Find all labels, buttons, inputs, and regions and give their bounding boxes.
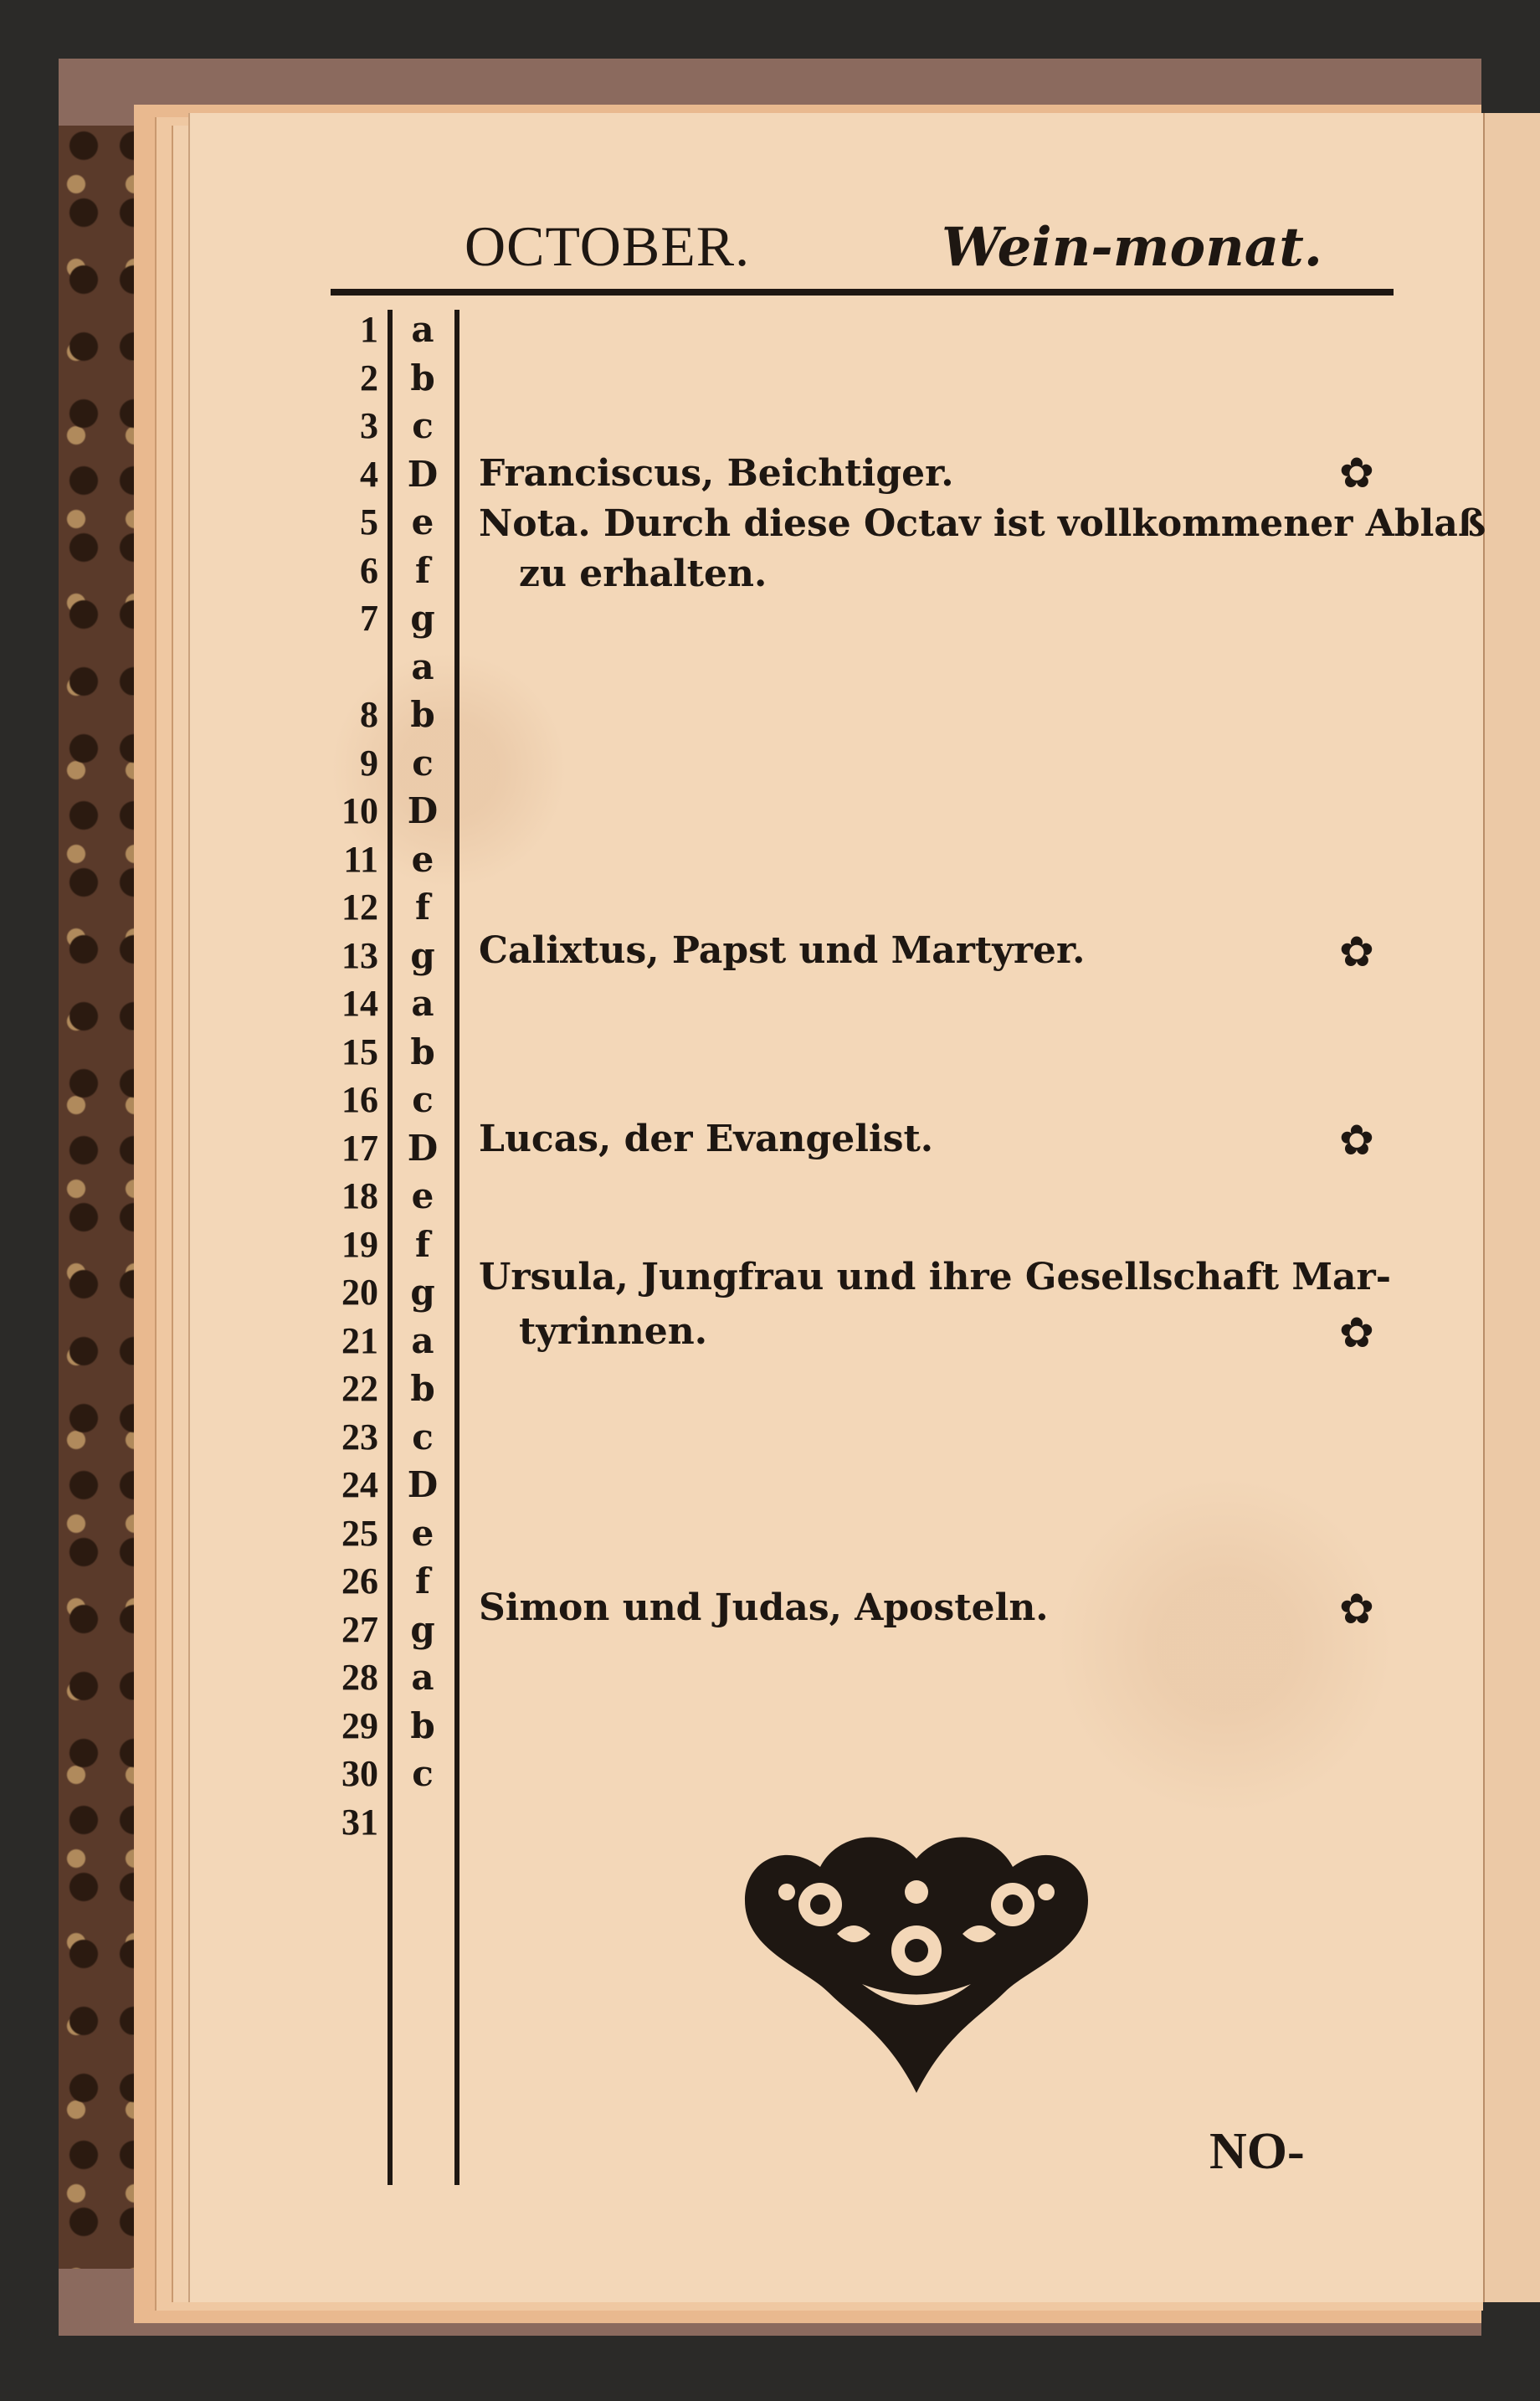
flower-icon: ✿ xyxy=(1339,449,1374,497)
day-number: 18 xyxy=(341,1175,378,1216)
dominical-letter: c xyxy=(412,1416,434,1458)
day-number: 25 xyxy=(341,1513,378,1554)
dominical-letter: g xyxy=(410,598,435,639)
day-number: 24 xyxy=(341,1464,378,1505)
dominical-letter: e xyxy=(411,501,434,542)
dominical-letter: b xyxy=(410,357,435,398)
dominical-letter: D xyxy=(407,1464,439,1505)
day-number: 20 xyxy=(341,1272,378,1313)
day-number: 1 xyxy=(360,309,378,350)
dominical-letter: g xyxy=(410,1609,435,1650)
feast-nota: Nota. Durch diese Octav ist vollkommener Ablaß xyxy=(479,502,1486,545)
day-number: 2 xyxy=(360,357,378,398)
feast-simon: Simon und Judas, Aposteln. xyxy=(479,1586,1049,1629)
feast-lucas: Lucas, der Evangelist. xyxy=(479,1118,934,1160)
dominical-letter: g xyxy=(410,935,435,976)
feast-calixtus: Calixtus, Papst und Martyrer. xyxy=(479,929,1086,972)
day-number: 15 xyxy=(341,1031,378,1072)
feast-nota-cont: zu erhalten. xyxy=(519,553,767,595)
day-number: 16 xyxy=(341,1079,378,1120)
feast-francis: Franciscus, Beichtiger. xyxy=(479,452,954,495)
day-number: 4 xyxy=(360,454,378,495)
day-number: 11 xyxy=(343,839,378,880)
day-number: 22 xyxy=(341,1368,378,1409)
day-number: 8 xyxy=(360,694,378,735)
dominical-letter: f xyxy=(414,887,431,928)
day-number: 13 xyxy=(341,935,378,976)
dominical-letter: e xyxy=(411,839,434,880)
catchword: NO- xyxy=(1209,2123,1305,2180)
dominical-letter: f xyxy=(414,1560,431,1602)
dominical-letter: a xyxy=(411,1657,434,1698)
day-number: 9 xyxy=(360,743,378,784)
day-number: 6 xyxy=(360,550,378,591)
dominical-letter: a xyxy=(411,646,434,687)
flower-icon: ✿ xyxy=(1339,1585,1374,1633)
dominical-letter: b xyxy=(410,1368,435,1409)
day-number: 12 xyxy=(341,887,378,928)
dominical-letter: a xyxy=(411,1320,434,1361)
dominical-letter: c xyxy=(412,1753,434,1794)
dominical-letter: e xyxy=(411,1175,434,1216)
flower-icon: ✿ xyxy=(1339,1116,1374,1165)
dominical-letter: a xyxy=(411,309,434,350)
day-number: 5 xyxy=(360,501,378,542)
dominical-letter: g xyxy=(410,1272,435,1313)
day-number: 31 xyxy=(341,1802,378,1843)
dominical-letter: b xyxy=(410,694,435,735)
dominical-letter: a xyxy=(411,983,434,1024)
floral-ornament xyxy=(737,1825,1096,2101)
dominical-letter: f xyxy=(414,1224,431,1265)
dominical-letter: b xyxy=(410,1031,435,1072)
day-number: 7 xyxy=(360,598,378,639)
month-title-latin: OCTOBER. xyxy=(465,214,751,278)
day-number: 27 xyxy=(341,1609,378,1650)
feast-ursula-cont: tyrinnen. xyxy=(519,1310,708,1353)
day-number: 3 xyxy=(360,405,378,446)
day-number: 17 xyxy=(341,1128,378,1169)
dominical-letter: c xyxy=(412,1079,434,1120)
dominical-letter: b xyxy=(410,1705,435,1746)
day-number: 19 xyxy=(341,1224,378,1265)
dominical-letter: c xyxy=(412,743,434,784)
dominical-letter: e xyxy=(411,1513,434,1554)
feast-ursula: Ursula, Jungfrau und ihre Gesellschaft Mar- xyxy=(479,1256,1391,1298)
flower-icon: ✿ xyxy=(1339,928,1374,976)
day-number: 26 xyxy=(341,1560,378,1602)
dominical-letter: D xyxy=(407,1128,439,1169)
dominical-letter: f xyxy=(414,550,431,591)
day-number: 21 xyxy=(341,1320,378,1361)
dominical-letter: c xyxy=(412,405,434,446)
day-number: 28 xyxy=(341,1657,378,1698)
day-number: 30 xyxy=(341,1753,378,1794)
day-number: 14 xyxy=(341,983,378,1024)
dominical-letter: D xyxy=(407,454,439,495)
month-title-german: Wein-monat. xyxy=(942,216,1323,279)
dominical-letter: D xyxy=(407,790,439,831)
flower-icon: ✿ xyxy=(1339,1308,1374,1357)
day-number: 29 xyxy=(341,1705,378,1746)
day-number: 10 xyxy=(341,790,378,831)
day-number: 23 xyxy=(341,1416,378,1458)
